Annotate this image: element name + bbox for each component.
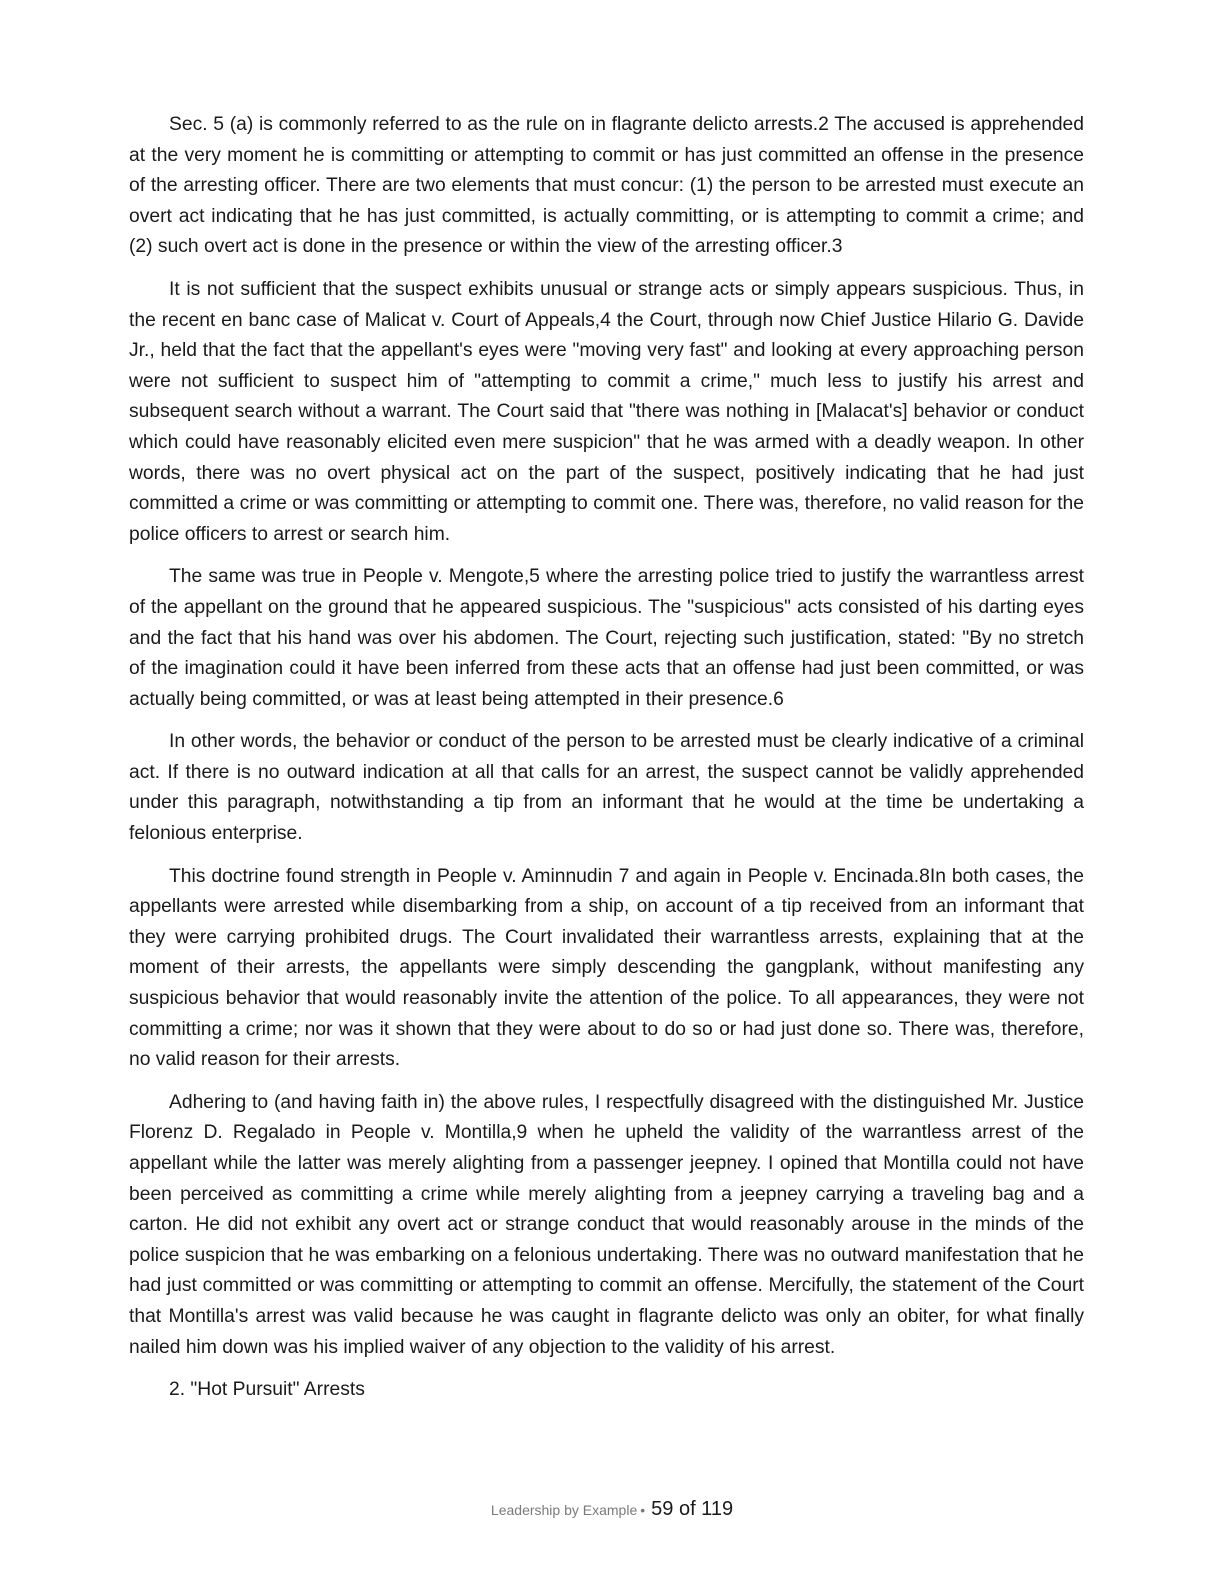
footer-page-number: 59 of 119 xyxy=(651,1498,734,1520)
page-body xyxy=(129,110,1084,1406)
paragraph-montilla-case: Adhering to (and having faith in) the above rules, I respectfully disagreed with the distinguished Mr. Justice Florenz D. Regalado in People v. Montilla,9 when he upheld the validity of the warrantless arrest of the appellant while the latter was merely alighting from a passenger jeepney. I opined that Montilla could not have been perceived as committing a crime while merely alighting from a jeepney carrying a traveling bag and a carton. He did not exhibit any overt act or strange conduct that would reasonably arouse in the minds of the police suspicion that he was embarking on a felonious undertaking. There was no outward manifestation that he had just committed or was committing or attempting to commit an offense. Mercifully, the statement of the Court that Montilla's arrest was valid because he was caught in flagrante delicto was only an obiter, for what finally nailed him down was his implied waiver of any objection to the validity of his arrest. xyxy=(129,1091,1084,1358)
section-heading-hot-pursuit: 2. "Hot Pursuit" Arrests xyxy=(169,1379,365,1401)
paragraph-malacat-case: It is not sufficient that the suspect exhibits unusual or strange acts or simply appears suspicious. Thus, in the recent en banc case of Malicat v. Court of Appeals,4 the Court, through now Chief Justice Hilario G. Davide Jr., held that the fact that the appellant's eyes were "moving very fast" and looking at every approaching person were not sufficient to suspect him of "attempting to commit a crime," much less to justify his arrest and subsequent search without a warrant. The Court said that "there was nothing in [Malacat's] behavior or conduct which could have reasonably elicited even mere suspicion" that he was armed with a deadly weapon. In other words, there was no overt physical act on the part of the suspect, positively indicating that he had just committed a crime or was committing or attempting to commit one. There was, therefore, no valid reason for the police officers to arrest or search him. xyxy=(129,278,1084,545)
paragraph-criminal-act-indication: In other words, the behavior or conduct of the person to be arrested must be clearly indicative of a criminal act. If there is no outward indication at all that calls for an arrest, the suspect cannot be validly apprehended under this paragraph, notwithstanding a tip from an informant that he would at the time be undertaking a felonious enterprise. xyxy=(129,731,1084,845)
footer-book-title: Leadership by Example xyxy=(490,1502,638,1518)
footer-bullet-separator: • xyxy=(640,1502,646,1518)
paragraph-aminnudin-encinada: This doctrine found strength in People v. Aminnudin 7 and again in People v. Encinada.8In both cases, the appellants were arrested while disembarking from a ship, on account of a tip received from an informant that they were carrying prohibited drugs. The Court invalidated their warrantless arrests, explaining that at the moment of their arrests, the appellants were simply descending the gangplank, without manifesting any suspicious behavior that would reasonably invite the attention of the police. To all appearances, they were not committing a crime; nor was it shown that they were about to do so or had just done so. There was, therefore, no valid reason for their arrests. xyxy=(129,865,1084,1071)
page-footer xyxy=(0,1498,1224,1521)
paragraph-mengote-case: The same was true in People v. Mengote,5 where the arresting police tried to justify the warrantless arrest of the appellant on the ground that he appeared suspicious. The "suspicious" acts consisted of his darting eyes and the fact that his hand was over his abdomen. The Court, rejecting such justification, stated: "By no stretch of the imagination could it have been inferred from these acts that an offense had just been committed, or was actually being committed, or was at least being attempted in their presence.6 xyxy=(129,566,1084,710)
paragraph-in-flagrante-delicto: Sec. 5 (a) is commonly referred to as the rule on in flagrante delicto arrests.2 The accused is apprehended at the very moment he is committing or attempting to commit or has just committed an offense in the presence of the arresting officer. There are two elements that must concur: (1) the person to be arrested must execute an overt act indicating that he has just committed, is actually committing, or is attempting to commit a crime; and (2) such overt act is done in the presence or within the view of the arresting officer.3 xyxy=(129,114,1084,258)
